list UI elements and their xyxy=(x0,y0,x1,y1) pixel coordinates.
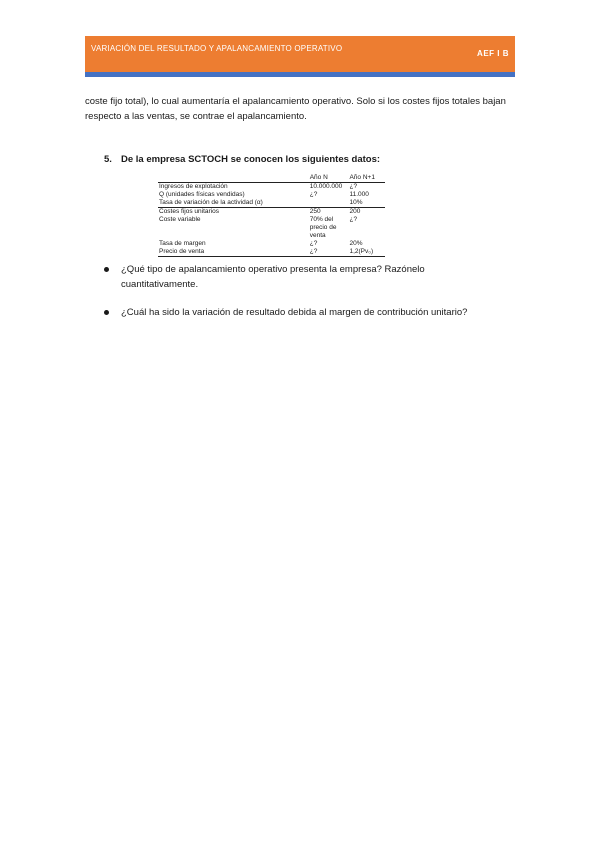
table-cell: 200 xyxy=(348,208,385,217)
table-cell: Q (unidades físicas vendidas) xyxy=(159,191,245,198)
table-cell: Precio de venta xyxy=(158,248,309,257)
table-row xyxy=(158,240,385,248)
bullet-icon xyxy=(104,267,109,272)
data-table xyxy=(158,174,385,257)
table-row xyxy=(158,208,385,217)
question-text: ¿Cuál ha sido la variación de resultado debida al margen de contribución unitario? xyxy=(121,307,468,318)
table-cell: ¿? xyxy=(349,183,358,190)
page-header xyxy=(85,36,515,72)
table-cell: 10% xyxy=(349,199,363,206)
header-code: AEF I B xyxy=(477,49,509,58)
table-cell: Tasa de margen xyxy=(159,240,206,247)
table-cell: ¿? xyxy=(349,216,358,223)
table-cell: 250 xyxy=(309,208,349,217)
table-row xyxy=(158,199,385,208)
table-cell: Coste variable xyxy=(159,216,201,223)
table-cell: 70% del precio de venta xyxy=(309,216,337,239)
table-cell: ¿? xyxy=(309,191,318,198)
intro-paragraph: coste fijo total), lo cual aumentaría el apalancamiento operativo. Solo si los costes fijos totales bajan respecto a las ventas, se contrae el apalancamiento. xyxy=(85,96,506,122)
table-row xyxy=(158,183,385,192)
question-text: ¿Qué tipo de apalancamiento operativo presenta la empresa? Razónelo cuantitativamente. xyxy=(121,264,425,290)
table-header-cell: Año N xyxy=(309,174,349,183)
table-cell xyxy=(309,199,349,208)
exercise-heading xyxy=(104,154,380,165)
table-cell: Costes fijos unitarios xyxy=(158,208,309,217)
exercise-number: 5. xyxy=(104,154,112,165)
table-cell: Ingresos de explotación xyxy=(159,183,228,190)
bullet-icon xyxy=(104,310,109,315)
exercise-title: De la empresa SCTOCH se conocen los siguientes datos: xyxy=(121,154,381,165)
table-cell: 11.000 xyxy=(349,191,369,198)
table-header-cell: Año N+1 xyxy=(348,174,385,183)
table-row xyxy=(158,216,385,240)
header-title: VARIACIÓN DEL RESULTADO Y APALANCAMIENTO OPERATIVO xyxy=(91,44,343,53)
table-header-cell xyxy=(158,174,309,183)
table-cell: Tasa de variación de la actividad (α) xyxy=(159,199,263,206)
table-row xyxy=(158,191,385,199)
table-row xyxy=(158,248,385,257)
table-cell: 10.000.000 xyxy=(309,183,343,190)
table-header-row xyxy=(158,174,385,183)
table-cell: 1,2(Pv₀) xyxy=(348,248,385,257)
table-cell: 20% xyxy=(349,240,363,247)
header-divider xyxy=(85,72,515,77)
table-cell: ¿? xyxy=(309,248,349,257)
table-cell: ¿? xyxy=(309,240,318,247)
